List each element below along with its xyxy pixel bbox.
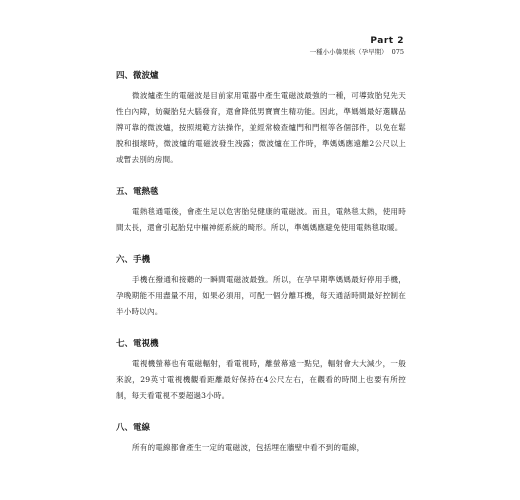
section-heading: 六、手機 — [116, 255, 151, 265]
page-header — [310, 36, 404, 57]
section-paragraph: 電熱毯通電後，會產生足以危害胎兒健康的電磁波。而且，電熱毯太熱，使用時間太長，還會引起胎兒中樞神經系統的畸形。所以，準媽媽應避免使用電熱毯取暖。 — [116, 207, 406, 232]
section-heading: 四、微波爐 — [116, 71, 159, 81]
section-heading: 八、電線 — [116, 423, 151, 433]
section-paragraph: 手機在撥通和接聽的一瞬間電磁波最強。所以，在孕早期準媽媽最好停用手機，孕晚期能不用盡量不用，如果必須用，可配一個分離耳機，每天通話時間最好控制在半小時以內。 — [116, 275, 406, 316]
chapter-subtitle: 一種小小韓果核（孕早期） — [309, 48, 388, 56]
part-label: Part 2 — [370, 36, 404, 46]
page-number: 075 — [391, 48, 404, 56]
section-microwave — [116, 70, 406, 168]
section-television — [116, 338, 406, 404]
section-electric-blanket — [116, 186, 406, 236]
section-paragraph: 所有的電線都會產生一定的電磁波，包括埋在牆壁中看不到的電線， — [132, 443, 365, 452]
section-paragraph: 電視機螢幕也有電磁輻射，看電視時，離螢幕遠一點兒，輻射會大大減少，一般來說，29英寸電視機觀看距離最好保持在4公尺左右，在觀看的時間上也要有所控制，每天看電視不要超過3小時。 — [116, 359, 406, 400]
section-heading: 七、電視機 — [116, 339, 159, 349]
section-mobile-phone — [116, 254, 406, 320]
running-header — [310, 47, 404, 57]
page-content — [116, 70, 406, 474]
section-paragraph: 微波爐產生的電磁波是目前家用電器中產生電磁波最強的一種，可導致胎兒先天性白內障，妨礙胎兒大腦發育，還會降低男寶寶生精功能。因此，準媽媽最好選購品牌可靠的微波爐，按照規範方法操作，並經常檢查爐門和門框等各個部件，以免在鬆脫和損壞時，微波爐的電磁波發生洩露；微波爐在工作時，準媽媽應遠離2公尺以上或暫去別的房間。 — [116, 91, 406, 164]
section-electric-wires — [116, 422, 406, 456]
section-heading: 五、電熱毯 — [116, 187, 159, 197]
